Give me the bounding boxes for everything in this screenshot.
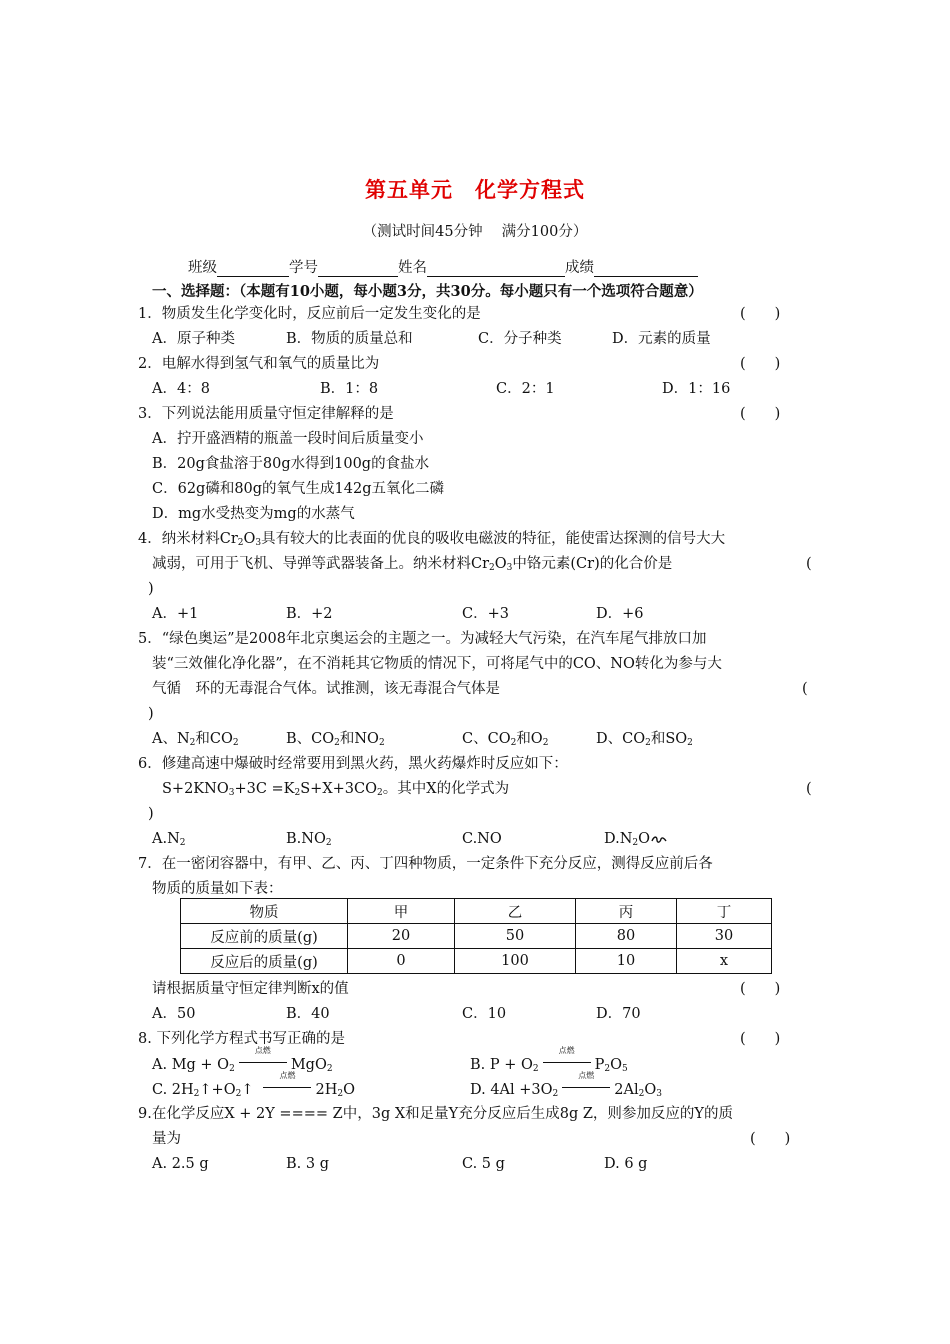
subscript: 2 xyxy=(326,1064,333,1074)
table-row xyxy=(181,924,772,949)
q5-paren-left[interactable]: ( xyxy=(802,681,808,697)
number-blank[interactable] xyxy=(318,260,398,277)
q9-option-b[interactable]: B. 3 g xyxy=(286,1156,329,1172)
q6-eq-part: S+X+3CO xyxy=(300,781,378,797)
q9-option-a[interactable]: A. 2.5 g xyxy=(152,1156,209,1172)
q8-c-text: O xyxy=(343,1082,355,1098)
name-label: 姓名 xyxy=(398,260,427,276)
q8-b-text: O xyxy=(610,1057,623,1073)
subscript: 2 xyxy=(510,738,517,748)
subscript: 2 xyxy=(232,738,239,748)
table-cell: 乙 xyxy=(455,899,576,924)
q7-option-d[interactable]: D．70 xyxy=(596,1006,641,1022)
q9-option-d[interactable]: D. 6 g xyxy=(604,1156,648,1172)
table-cell: 30 xyxy=(677,924,772,949)
q7-stem-line1: 7．在一密闭容器中，有甲、乙、丙、丁四种物质，一定条件下充分反应，测得反应前后各 xyxy=(138,856,713,872)
table-cell: 反应前的质量(g) xyxy=(181,924,348,949)
q8-d-text: D. 4Al +3O xyxy=(470,1082,553,1098)
section-heading: 一、选择题：（本题有10小题，每小题3分，共30分。每小题只有一个选项符合题意） xyxy=(152,283,703,300)
q7-stem-line2: 物质的质量如下表： xyxy=(152,881,283,897)
subscript: 2 xyxy=(377,788,383,798)
subscript: 5 xyxy=(622,1064,628,1074)
table-cell: 甲 xyxy=(348,899,455,924)
table-cell: 物质 xyxy=(181,899,348,924)
q6-option-d[interactable]: $D.N_2O$ xyxy=(604,829,667,853)
q7-answer-paren[interactable]: ( ) xyxy=(740,981,781,997)
q8-answer-paren[interactable]: ( ) xyxy=(740,1031,781,1047)
q9-stem-line2: 量为 xyxy=(152,1131,181,1147)
q8-stem: 8. 下列化学方程式书写正确的是 xyxy=(138,1031,345,1047)
q2-answer-paren[interactable]: ( ) xyxy=(740,356,781,372)
q5-option-d[interactable] xyxy=(596,729,693,753)
subscript: 2 xyxy=(645,738,651,748)
class-label: 班级 xyxy=(188,260,217,276)
q5-c-text: C、CO xyxy=(462,731,511,747)
q5-option-c[interactable] xyxy=(462,729,548,753)
q5-paren-right[interactable]: ) xyxy=(148,706,154,722)
condition-label: 点燃 xyxy=(578,1071,595,1080)
q5-option-a[interactable] xyxy=(152,729,239,753)
q8-option-d[interactable] xyxy=(470,1071,662,1104)
q1-stem: 1．物质发生化学变化时，反应前后一定发生变化的是 xyxy=(138,306,481,322)
table-cell: 10 xyxy=(576,949,677,974)
name-blank[interactable] xyxy=(427,260,565,277)
q5-a-text: 和CO xyxy=(195,731,233,747)
subscript: 3 xyxy=(506,563,513,573)
q4-text-c: 减弱，可用于飞机、导弹等武器装备上。纳米材料Cr xyxy=(152,556,490,572)
table-cell: 丁 xyxy=(677,899,772,924)
q5-b-text: 和NO xyxy=(339,731,379,747)
q4-option-c[interactable]: C．+3 xyxy=(462,606,509,622)
q4-paren-left[interactable]: ( xyxy=(806,556,812,572)
q4-text-d: 中铬元素(Cr)的化合价是 xyxy=(512,556,673,572)
table-cell: 100 xyxy=(455,949,576,974)
q3-option-c[interactable]: C．62g磷和80g的氧气生成142g五氧化二磷 xyxy=(152,481,445,497)
q8-c-text: ↑+O xyxy=(199,1082,236,1098)
q7-option-a[interactable]: A．50 xyxy=(152,1006,196,1022)
q6-paren-right[interactable]: ) xyxy=(148,806,154,822)
subscript: 2 xyxy=(189,738,196,748)
q5-b-text: B、CO xyxy=(286,731,335,747)
q3-option-a[interactable]: A．拧开盛酒精的瓶盖一段时间后质量变小 xyxy=(152,431,424,447)
q6-eq-part: 。其中X的化学式为 xyxy=(382,781,510,797)
q6-eq-part: +3C =K xyxy=(234,781,295,797)
subscript: 2 xyxy=(179,838,186,848)
reaction-condition xyxy=(263,1071,311,1088)
page-title: 第五单元 化学方程式 xyxy=(365,177,585,202)
q7-option-b[interactable]: B．40 xyxy=(286,1006,330,1022)
q6-stem-line1: 6．修建高速中爆破时经常要用到黑火药，黑火药爆炸时反应如下： xyxy=(138,756,568,772)
condition-label: 点燃 xyxy=(558,1046,575,1055)
score-blank[interactable] xyxy=(594,260,698,277)
student-info-line xyxy=(188,256,698,277)
q3-stem: 3．下列说法能用质量守恒定律解释的是 xyxy=(138,406,394,422)
q3-option-d[interactable]: D．mg水受热变为mg的水蒸气 xyxy=(152,506,355,522)
q3-option-b[interactable]: B．20g食盐溶于80g水得到100g的食盐水 xyxy=(152,456,430,472)
subscript: 2 xyxy=(687,738,693,748)
q3-answer-paren[interactable]: ( ) xyxy=(740,406,781,422)
subscript: 2 xyxy=(193,1089,200,1099)
table-cell: x xyxy=(677,949,772,974)
q8-b-text: P xyxy=(594,1057,605,1073)
q6-eq-part: S+2KNO xyxy=(162,781,229,797)
q2-option-b[interactable]: B．1：8 xyxy=(320,381,379,397)
q5-d-text: 和SO xyxy=(650,731,688,747)
q8-c-text: ↑ xyxy=(241,1082,254,1098)
q4-text-a: 4．纳米材料Cr xyxy=(138,531,238,547)
subscript: 2 xyxy=(552,1089,559,1099)
q8-c-text: C. 2H xyxy=(152,1082,194,1098)
q9-option-c[interactable]: C. 5 g xyxy=(462,1156,505,1172)
subscript: 2 xyxy=(532,1064,539,1074)
subscript: 2 xyxy=(337,1089,344,1099)
subscript: 2 xyxy=(632,838,639,848)
q4-option-a[interactable]: A．+1 xyxy=(152,606,199,622)
q9-answer-paren[interactable]: ( ) xyxy=(750,1131,791,1147)
table-cell: 丙 xyxy=(576,899,677,924)
subscript: 2 xyxy=(334,738,340,748)
reaction-condition xyxy=(543,1046,591,1063)
q7-option-c[interactable]: C．10 xyxy=(462,1006,507,1022)
q6-b-text: B.NO xyxy=(286,831,326,847)
number-label: 学号 xyxy=(289,260,318,276)
q8-a-text: MgO xyxy=(290,1057,327,1073)
subscript: 2 xyxy=(638,1089,645,1099)
subscript: 3 xyxy=(228,788,235,798)
q6-option-c[interactable]: C.NO xyxy=(462,831,502,847)
table-cell: 50 xyxy=(455,924,576,949)
mass-table xyxy=(180,898,772,974)
q5-stem-line3: 气循 环的无毒混合气体。试推测，该无毒混合气体是 xyxy=(152,681,500,697)
subscript: 3 xyxy=(255,538,262,548)
subscript: 2 xyxy=(604,1064,611,1074)
q5-stem-line1: 5．“绿色奥运”是2008年北京奥运会的主题之一。为减轻大气污染，在汽车尾气排放口加 xyxy=(138,631,707,647)
q9-stem-line1: 9.在化学反应X + 2Y ==== Z中，3g X和足量Y充分反应后生成8g Z，则参加反应的Y的质 xyxy=(138,1106,733,1122)
q4-option-d[interactable]: D．+6 xyxy=(596,606,644,622)
subscript: 2 xyxy=(378,738,385,748)
q7-question: 请根据质量守恒定律判断x的值 xyxy=(152,981,349,997)
q8-d-text: O xyxy=(644,1082,657,1098)
q4-text-b: 具有较大的比表面的优良的吸收电磁波的特征，能使雷达探测的信号大大 xyxy=(261,531,726,547)
q8-a-text: A. Mg + O xyxy=(152,1057,230,1073)
q6-a-text: A.N xyxy=(152,831,180,847)
table-cell: 0 xyxy=(348,949,455,974)
scribble-icon xyxy=(651,831,667,851)
score-label: 成绩 xyxy=(565,260,594,276)
reaction-condition xyxy=(562,1071,610,1088)
table-cell: 20 xyxy=(348,924,455,949)
subscript: 3 xyxy=(656,1089,662,1099)
reaction-condition xyxy=(239,1046,287,1063)
subscript: 2 xyxy=(542,738,549,748)
q5-d-text: D、CO xyxy=(596,731,646,747)
test-info-subtitle: （测试时间45分钟 满分100分） xyxy=(362,224,588,240)
q4-paren-right[interactable]: ) xyxy=(148,581,154,597)
q8-d-text: 2Al xyxy=(614,1082,639,1098)
q5-c-text: 和O xyxy=(516,731,543,747)
table-cell: 80 xyxy=(576,924,677,949)
q4-stem-line2: 减弱，可用于飞机、导弹等武器装备上。纳米材料$Cr_2O_3$中铬元素(Cr)的化合价是 xyxy=(152,556,673,573)
q4-option-b[interactable]: B．+2 xyxy=(286,606,333,622)
q5-option-b[interactable] xyxy=(286,729,385,753)
subscript: 2 xyxy=(229,1064,235,1074)
q5-a-text: A、N xyxy=(152,731,190,747)
q1-option-c[interactable]: C．分子种类 xyxy=(478,331,562,347)
q6-d-text: D.N xyxy=(604,831,633,847)
subscript: 2 xyxy=(325,838,332,848)
subscript: 2 xyxy=(237,538,244,548)
table-row xyxy=(181,899,772,924)
class-blank[interactable] xyxy=(217,260,289,277)
condition-label: 点燃 xyxy=(254,1046,271,1055)
q6-option-b[interactable] xyxy=(286,829,332,853)
q2-option-d[interactable]: D．1：16 xyxy=(662,381,731,397)
q8-b-text: B. P + O xyxy=(470,1057,533,1073)
q1-option-d[interactable]: D．元素的质量 xyxy=(612,331,711,347)
q6-equation xyxy=(162,779,509,803)
q4-stem-line1: 4．纳米材料$Cr_2O_3$具有较大的比表面的优良的吸收电磁波的特征，能使雷达探测的信号大大 xyxy=(138,531,726,548)
q6-option-a[interactable] xyxy=(152,829,186,853)
q2-stem: 2．电解水得到氢气和氧气的质量比为 xyxy=(138,356,380,372)
q8-option-c[interactable] xyxy=(152,1071,355,1104)
q6-paren-left[interactable]: ( xyxy=(806,781,812,797)
q1-answer-paren[interactable]: ( ) xyxy=(740,306,781,322)
q1-option-a[interactable]: A．原子种类 xyxy=(152,331,235,347)
table-row xyxy=(181,949,772,974)
q2-option-a[interactable]: A．4：8 xyxy=(152,381,210,397)
q2-option-c[interactable]: C．2：1 xyxy=(496,381,555,397)
q1-option-b[interactable]: B．物质的质量总和 xyxy=(286,331,413,347)
subscript: 2 xyxy=(235,1089,242,1099)
condition-label: 点燃 xyxy=(279,1071,296,1080)
table-cell: 反应后的质量(g) xyxy=(181,949,348,974)
subscript: 2 xyxy=(294,788,301,798)
q8-c-text: 2H xyxy=(315,1082,338,1098)
subscript: 2 xyxy=(489,563,495,573)
q5-stem-line2: 装“三效催化净化器”，在不消耗其它物质的情况下，可将尾气中的CO、NO转化为参与大 xyxy=(152,656,722,672)
